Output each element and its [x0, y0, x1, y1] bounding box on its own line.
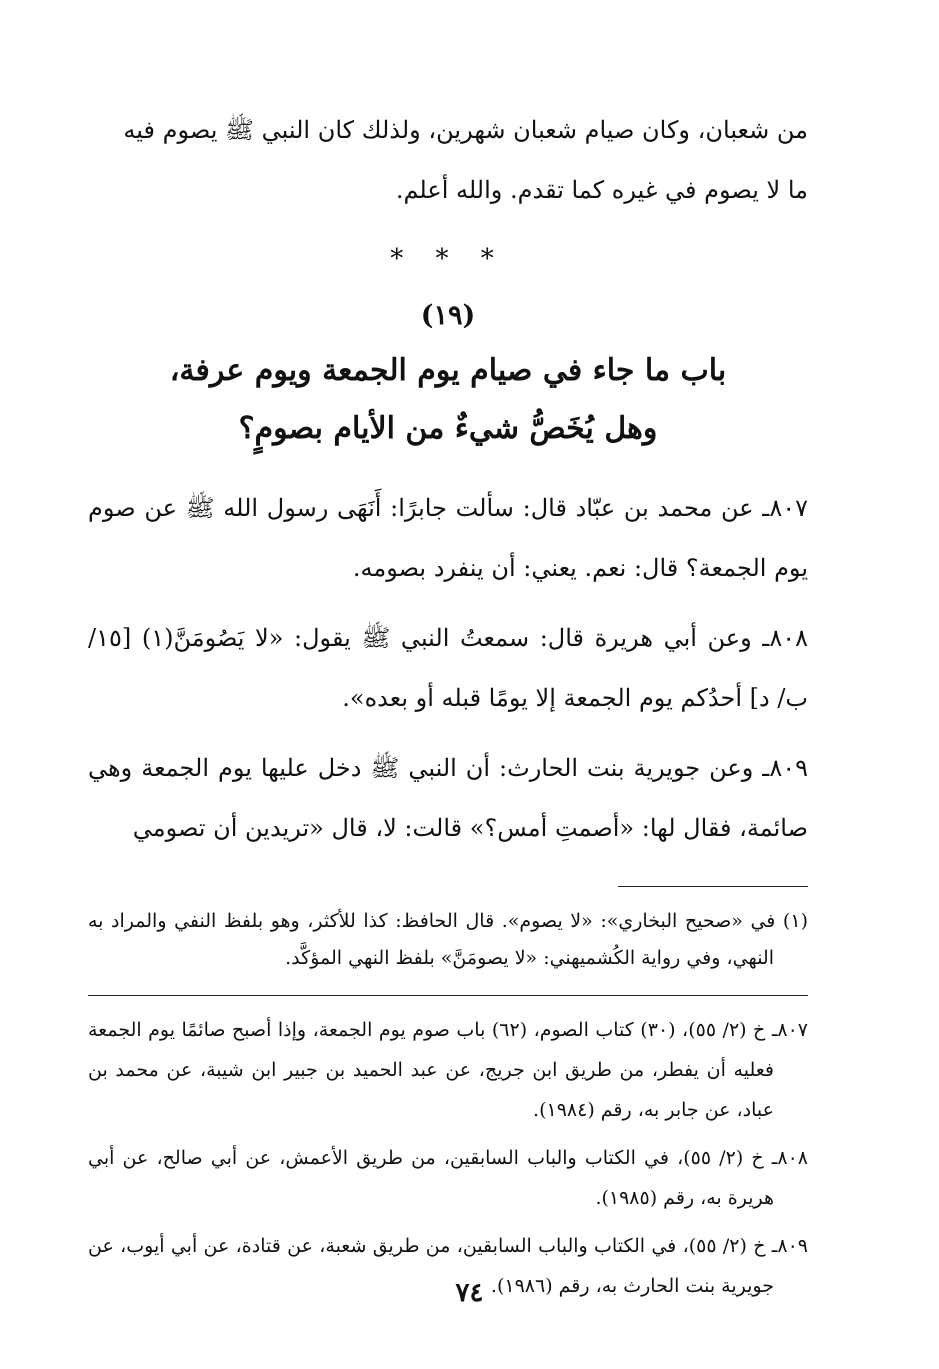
chapter-title-line-2: وهل يُخَصُّ شيءٌ من الأيام بصومٍ؟	[238, 411, 658, 446]
hadith-807: ٨٠٧ـ عن محمد بن عبّاد قال: سألت جابرًا: أَنَهَى رسول الله ﷺ عن صوم يوم الجمعة؟ قال: نعم. يعني: أن ينفرد بصومه.	[88, 494, 808, 582]
takhrij-807: ٨٠٧ـ خ (٢/ ٥٥)، (٣٠) كتاب الصوم، (٦٢) باب صوم يوم الجمعة، وإذا أصبح صائمًا يوم الجمعة فعليه أن يفطر، من طريق ابن جريج، عن عبد الحميد بن جبير ابن شيبة، عن محمد بن عباد، عن جابر به، رقم (١٩٨٤).	[88, 1019, 809, 1121]
chapter-number: (١٩)	[420, 300, 476, 331]
book-page	[88, 100, 808, 1314]
main-text	[88, 100, 808, 858]
takhrij-809: ٨٠٩ـ خ (٢/ ٥٥)، في الكتاب والباب السابقين، من طريق شعبة، عن قتادة، عن أبي أيوب، عن جويرية بنت الحارث به، رقم (١٩٨٦).	[88, 1235, 808, 1297]
chapter-title-line-1: باب ما جاء في صيام يوم الجمعة ويوم عرفة،	[169, 353, 727, 388]
footnote-1: (١) في «صحيح البخاري»: «لا يصوم». قال الحافظ: كذا للأكثر، وهو بلفظ النفي والمراد به النهي، وفي رواية الكُشميهني: «لا يصومَنَّ» بلفظ النهي المؤكَّد.	[88, 910, 808, 969]
page-number: ٧٤	[455, 1278, 484, 1308]
takhrij-808: ٨٠٨ـ خ (٢/ ٥٥)، في الكتاب والباب السابقين، من طريق الأعمش، عن أبي صالح، عن أبي هريرة به، رقم (١٩٨٥).	[88, 1147, 808, 1209]
hadith-809: ٨٠٩ـ وعن جويرية بنت الحارث: أن النبي ﷺ دخل عليها يوم الجمعة وهي صائمة، فقال لها: «أصمتِ أمس؟» قالت: لا، قال «تريدين أن تصومي	[88, 754, 808, 842]
chapter-title	[88, 342, 808, 458]
hadith-808: ٨٠٨ـ وعن أبي هريرة قال: سمعتُ النبي ﷺ يقول: «لا يَصُومَنَّ(١) [١٥/ ب/ د] أحدُكم يوم الجمعة إلا يومًا قبله أو بعده».	[88, 624, 809, 712]
takhrij-divider	[88, 995, 808, 996]
intro-line-1: من شعبان، وكان صيام شعبان شهرين، ولذلك كان النبي ﷺ يصوم فيه	[123, 116, 808, 144]
footnote-divider	[618, 886, 808, 887]
section-separator-stars: * * *	[390, 244, 506, 274]
intro-line-2: ما لا يصوم في غيره كما تقدم. والله أعلم.	[395, 176, 808, 204]
